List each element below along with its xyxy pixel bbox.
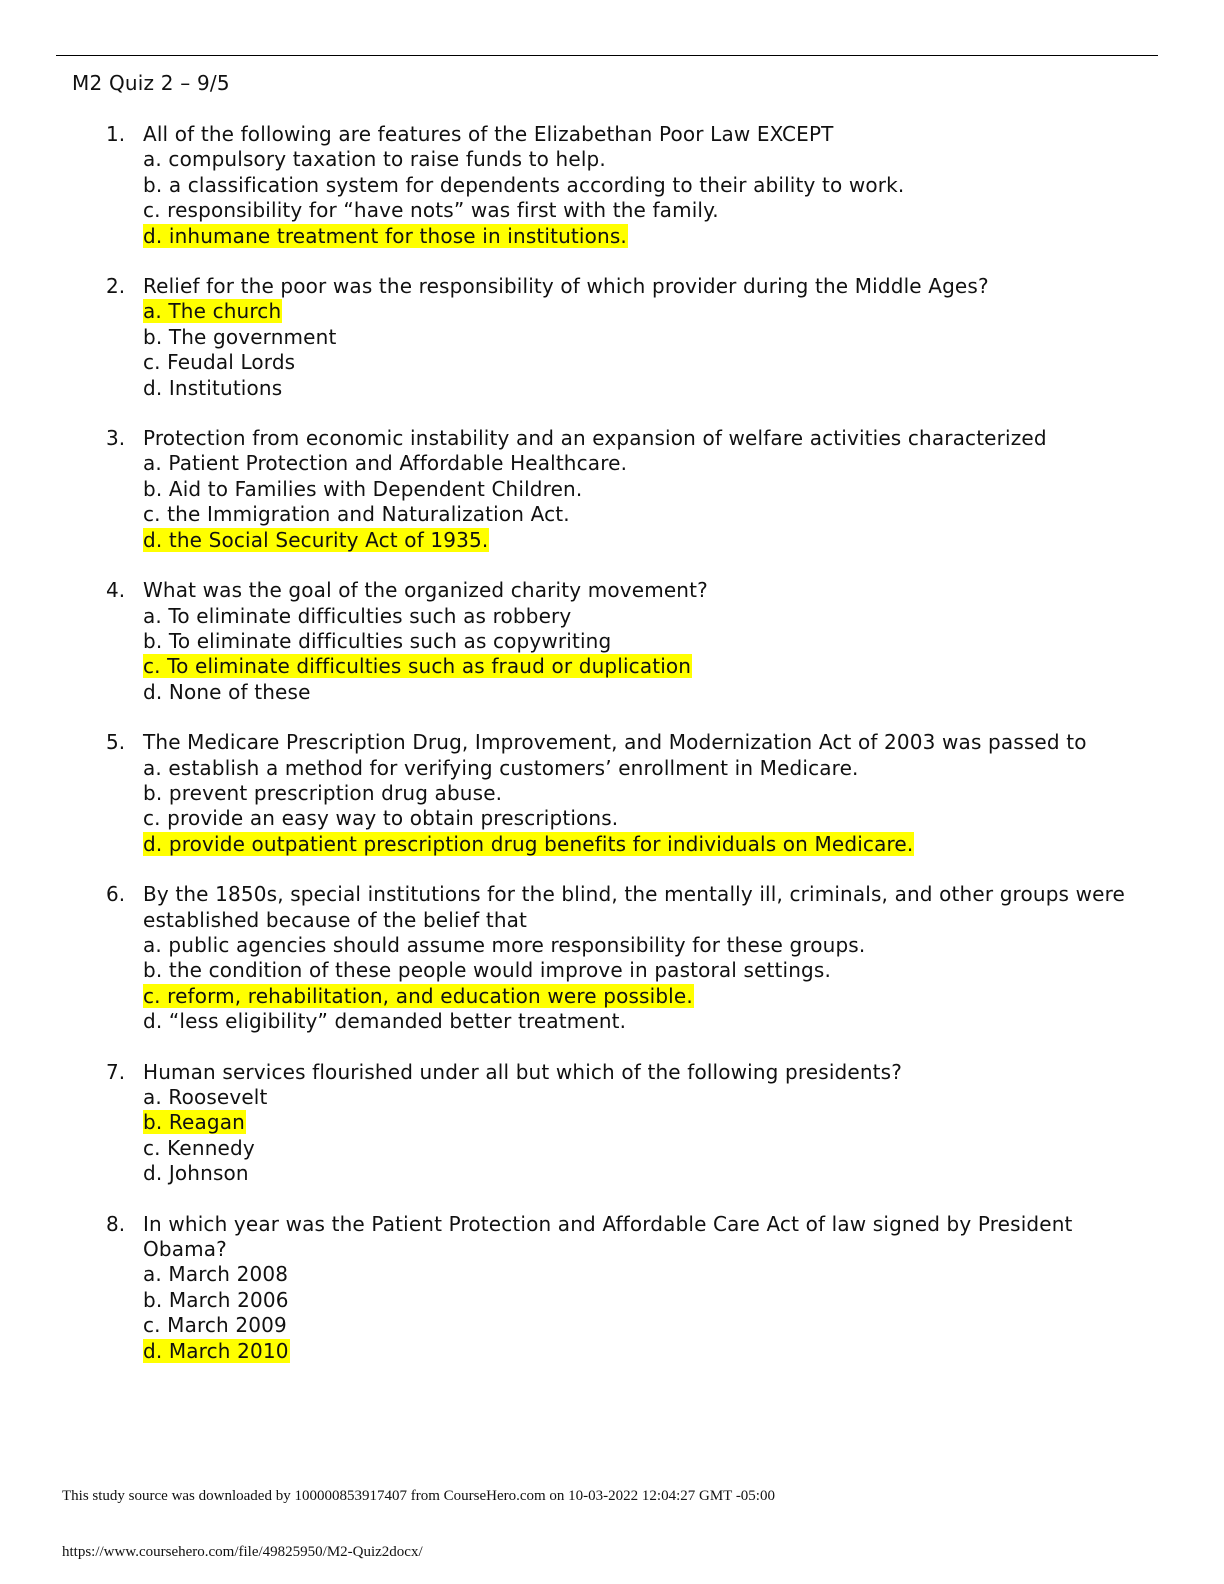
answer-option — [143, 1009, 1143, 1034]
answer-option-text: c. March 2009 — [143, 1313, 287, 1338]
question-text: What was the goal of the organized charity movement? — [143, 578, 708, 603]
question-item — [0, 578, 1224, 705]
answer-option-text: a. March 2008 — [143, 1262, 289, 1287]
question-number: 4. — [106, 578, 126, 603]
answer-option — [143, 451, 1143, 476]
question-body — [143, 882, 1143, 1034]
answer-option — [143, 806, 1143, 831]
answer-option — [143, 376, 1143, 401]
question-number: 5. — [106, 730, 126, 755]
question-body — [143, 578, 1143, 705]
answer-option-text: b. the condition of these people would improve in pastoral settings. — [143, 958, 831, 983]
answer-option-highlighted — [143, 984, 1143, 1009]
question-item — [0, 882, 1224, 1034]
answer-option-text: d. None of these — [143, 679, 311, 704]
question-body — [143, 426, 1143, 553]
question-item — [0, 1060, 1224, 1187]
answer-option — [143, 147, 1143, 172]
answer-option — [143, 325, 1143, 350]
answer-option — [143, 1136, 1143, 1161]
question-item — [0, 274, 1224, 401]
question-number: 8. — [106, 1211, 126, 1236]
answer-option-text: a. establish a method for verifying customers’ enrollment in Medicare. — [143, 755, 859, 780]
question-text: All of the following are features of the Elizabethan Poor Law EXCEPT — [143, 122, 834, 146]
question-list — [0, 122, 1224, 1389]
question-text: By the 1850s, special institutions for the blind, the mentally ill, criminals, and other groups were established because of the belief that — [143, 882, 1125, 932]
answer-option-highlighted — [143, 832, 1143, 857]
answer-option-text: d. the Social Security Act of 1935. — [143, 527, 489, 552]
answer-option-highlighted — [143, 299, 1143, 324]
answer-option-text: d. Institutions — [143, 375, 283, 400]
answer-option-highlighted — [143, 1339, 1143, 1364]
answer-option-text: a. Roosevelt — [143, 1085, 268, 1109]
question-text: The Medicare Prescription Drug, Improvement, and Modernization Act of 2003 was passed to — [143, 730, 1087, 755]
answer-option-text: a. public agencies should assume more responsibility for these groups. — [143, 932, 866, 957]
answer-option-text: c. Feudal Lords — [143, 350, 296, 375]
answer-option-text: c. reform, rehabilitation, and education were possible. — [143, 983, 693, 1008]
answer-option — [143, 173, 1143, 198]
answer-option-text: a. To eliminate difficulties such as robbery — [143, 603, 572, 628]
footer-source-note: This study source was downloaded by 100000853917407 from CourseHero.com on 10-03-2022 12:04:27 GMT -05:00 — [62, 1488, 775, 1504]
answer-option-highlighted — [143, 528, 1143, 553]
answer-option — [143, 781, 1143, 806]
answer-option-text: d. March 2010 — [143, 1338, 289, 1363]
answer-option-text: d. provide outpatient prescription drug benefits for individuals on Medicare. — [143, 831, 914, 856]
answer-option — [143, 502, 1143, 527]
question-number: 3. — [106, 426, 126, 451]
answer-option-highlighted — [143, 1110, 1143, 1135]
answer-option-text: b. The government — [143, 324, 337, 349]
answer-option-text: d. “less eligibility” demanded better treatment. — [143, 1009, 627, 1034]
question-item — [0, 730, 1224, 857]
answer-option-text: c. Kennedy — [143, 1135, 255, 1160]
answer-option — [143, 756, 1143, 781]
question-body — [143, 1212, 1143, 1364]
answer-option-text: c. To eliminate difficulties such as fraud or duplication — [143, 654, 692, 679]
question-body — [143, 274, 1143, 401]
question-body — [143, 730, 1143, 857]
question-item — [0, 122, 1224, 249]
question-body — [143, 1060, 1143, 1187]
answer-option-text: b. prevent prescription drug abuse. — [143, 780, 503, 805]
answer-option-highlighted — [143, 654, 1143, 679]
answer-option-text: b. a classification system for dependents according to their ability to work. — [143, 172, 905, 197]
answer-option — [143, 958, 1143, 983]
question-number: 6. — [106, 882, 126, 907]
answer-option — [143, 680, 1143, 705]
answer-option — [143, 933, 1143, 958]
answer-option — [143, 1288, 1143, 1313]
question-text: Human services flourished under all but which of the following presidents? — [143, 1059, 902, 1084]
answer-option — [143, 1161, 1143, 1186]
question-number: 7. — [106, 1059, 126, 1084]
question-item — [0, 426, 1224, 553]
header-rule — [56, 55, 1158, 56]
answer-option-text: c. the Immigration and Naturalization Act. — [143, 502, 570, 527]
question-number: 2. — [106, 274, 126, 299]
footer-url: https://www.coursehero.com/file/49825950/M2-Quiz2docx/ — [62, 1544, 423, 1560]
answer-option-text: b. March 2006 — [143, 1287, 289, 1312]
answer-option-highlighted — [143, 224, 1143, 249]
answer-option-text: a. Patient Protection and Affordable Healthcare. — [143, 451, 628, 476]
answer-option-text: a. compulsory taxation to raise funds to help. — [143, 147, 606, 172]
answer-option — [143, 629, 1143, 654]
answer-option — [143, 1313, 1143, 1338]
answer-option — [143, 477, 1143, 502]
document-title: M2 Quiz 2 – 9/5 — [72, 71, 230, 95]
question-number: 1. — [106, 122, 126, 146]
answer-option — [143, 350, 1143, 375]
answer-option-text: d. Johnson — [143, 1161, 249, 1186]
answer-option-text: c. responsibility for “have nots” was first with the family. — [143, 198, 719, 223]
answer-option-text: c. provide an easy way to obtain prescriptions. — [143, 806, 619, 831]
answer-option — [143, 1085, 1143, 1110]
question-text: Protection from economic instability and an expansion of welfare activities characterized — [143, 426, 1047, 451]
answer-option-text: b. To eliminate difficulties such as copywriting — [143, 628, 612, 653]
answer-option — [143, 1262, 1143, 1287]
answer-option-text: a. The church — [143, 299, 282, 324]
question-body — [143, 122, 1143, 249]
question-item — [0, 1212, 1224, 1364]
answer-option — [143, 198, 1143, 223]
answer-option-text: b. Aid to Families with Dependent Children. — [143, 476, 583, 501]
answer-option — [143, 604, 1143, 629]
answer-option-text: d. inhumane treatment for those in institutions. — [143, 223, 627, 248]
answer-option-text: b. Reagan — [143, 1110, 245, 1135]
question-text: Relief for the poor was the responsibility of which provider during the Middle Ages? — [143, 274, 989, 299]
question-text: In which year was the Patient Protection and Affordable Care Act of law signed by President Obama? — [143, 1211, 1073, 1262]
